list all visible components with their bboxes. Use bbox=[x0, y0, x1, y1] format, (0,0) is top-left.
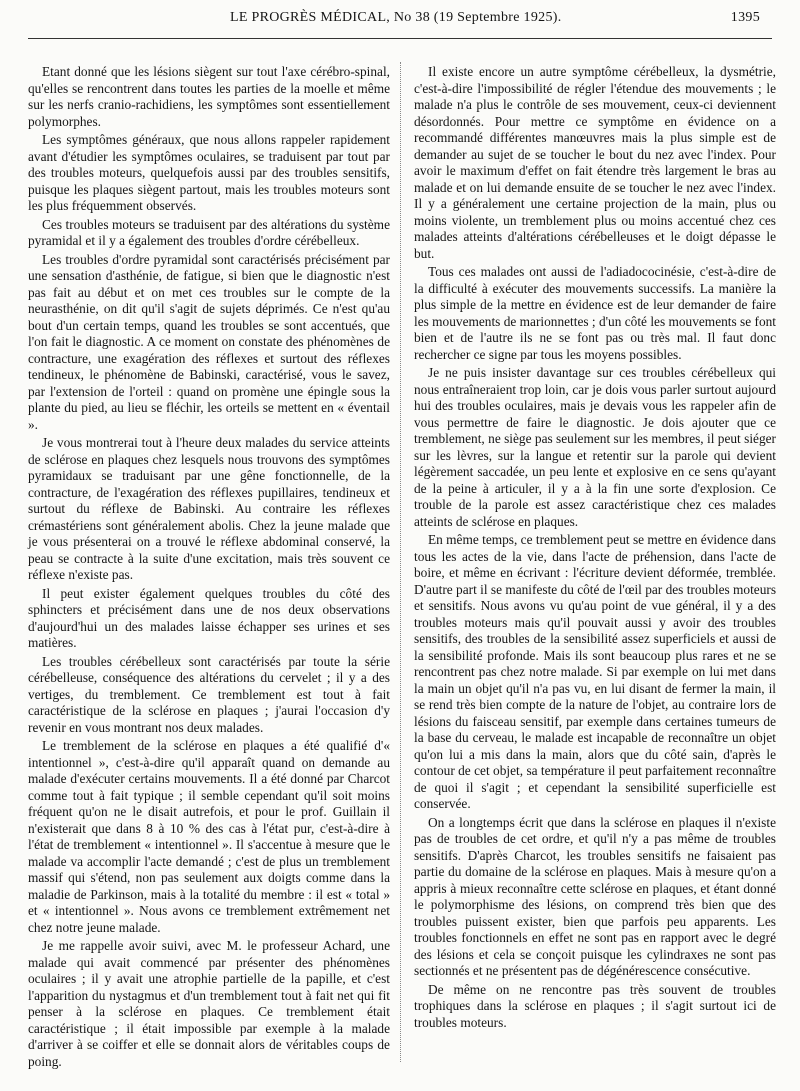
paragraph: Les troubles cérébelleux sont caractérisés par toute la série cérébelleuse, conséquence des altérations du cervelet ; il y a des vertiges, du tremblement. Ce tremblement est tout à fait caractéristique de la sclérose en plaques ; j'aurai l'occasion d'y revenir en vous montrant nos deux malades. bbox=[28, 653, 390, 735]
paragraph: En même temps, ce tremblement peut se mettre en évidence dans tous les actes de la vie, dans l'acte de préhension, dans l'acte de boire, et même en écrivant : l'écriture devient déformée, tremblée. D'autre part il se manifeste du côté de l'œil par des troubles moteurs et sensitifs. Nous avons vu qu'au point de vue général, il y a des troubles moteurs mais qu'il pouvait aussi y avoir des troubles sensitifs, des troubles de la sensibilité assez superficiels et aussi de la sensibilité profonde. Mais ils sont beaucoup plus rares et ne se rencontrent pas chez notre malade. Si par exemple on lui met dans la main un objet qu'il n'a pas vu, en lui disant de fermer la main, il se rend très bien compte de la nature de l'objet, au contraire lors de lésions du faisceau sensitif, par exemple dans certaines tumeurs de la base du cerveau, le malade est incapable de reconnaître un objet qu'on lui a mis dans la main, alors que du côté sain, d'après le contour de cet objet, sa température il peut parfaitement reconnaître de quoi il s'agit ; et cependant la sensibilité superficielle est conservée. bbox=[414, 532, 777, 811]
paragraph: Les symptômes généraux, que nous allons rappeler rapidement avant d'étudier les symptômes oculaires, se traduisent par tout par des troubles moteurs, quelquefois aussi par des troubles sensitifs, puisque les plaques siègent partout, mais les troubles moteurs sont les plus fréquemment observés. bbox=[28, 132, 390, 213]
paragraph: Tous ces malades ont aussi de l'adiadococinésie, c'est-à-dire de la difficulté à exécuter des mouvements successifs. La manière la plus simple de la mettre en évidence est de leur demander de faire les mouvements de marionnettes ; d'un côté les mouvements se font bien et de l'autre ils ne se font pas ou très mal. Il faut donc rechercher ce signe par tous les moyens possibles. bbox=[414, 264, 776, 362]
right-column bbox=[414, 64, 776, 1033]
paragraph: Ces troubles moteurs se traduisent par des altérations du système pyramidal et il y a également des troubles d'ordre cérébelleux. bbox=[28, 216, 390, 248]
paragraph: Je ne puis insister davantage sur ces troubles cérébelleux qui nous entraîneraient trop loin, car je dois vous parler surtout aujourd hui des troubles oculaires, mais je devais vous les rappeler afin de vous permettre de faire le diagnostic. Je dois ajouter que ce tremblement, ne siège pas seulement sur les membres, il peut siéger sur les lèvres, sur la langue et retentir sur la parole qui devient légèrement saccadée, un peu lente et explosive en ce sens qu'ayant de la peine à articuler, il y a à la fin une sorte d'explosion. Ce trouble de la parole est assez caractéristique chez ces malades atteints de sclérose en plaques. bbox=[414, 365, 776, 529]
paragraph: Il peut exister également quelques troubles du côté des sphincters et précisément dans une de nos deux observations d'aujourd'hui un des malades laisse échapper ses urines et ses matières. bbox=[28, 585, 390, 650]
paragraph: On a longtemps écrit que dans la sclérose en plaques il n'existe pas de troubles de cet ordre, et qu'il n'y a pas même de troubles sensitifs. D'après Charcot, les troubles sensitifs ne faisaient pas partie du domaine de la sclérose en plaques. Mais à mesure qu'on a appris à mieux reconnaître cette sclérose en plaques, et étant donné le polymorphisme des lésions, on comprend très bien que des troubles puissent exister, bien que parfois peu apparents. Les troubles fonctionnels en effet ne sont pas en rapport avec le degré des lésions et cela se conçoit puisque les cylindraxes ne sont pas sectionnés et ne présentent pas de dégénérescence consécutive. bbox=[414, 814, 776, 978]
running-title: LE PROGRÈS MÉDICAL, No 38 (19 Septembre 1925). bbox=[230, 10, 562, 25]
paragraph: Le tremblement de la sclérose en plaques a été qualifié d'« intentionnel », c'est-à-dire qu'il apparaît quand on demande au malade d'exécuter certains mouvements. Il a été donné par Charcot comme tout à fait typique ; il semble cependant qu'il soit moins fréquent qu'on ne le disait autrefois, et pour le prof. Guillain il n'existerait que dans 8 à 10 % des cas à l'état pur, c'est-à-dire à l'état de tremblement « intentionnel ». Il s'accentue à mesure que le malade va accomplir l'acte demandé ; c'est de plus un tremblement massif qui s'étend, non pas seulement aux doigts comme dans la maladie de Parkinson, mais à la totalité du membre : il est « total » et « intentionnel ». Nous avons ce tremblement extrêmement net chez notre jeune malade. bbox=[28, 738, 390, 935]
left-column bbox=[28, 64, 390, 1072]
paragraph: Je vous montrerai tout à l'heure deux malades du service atteints de sclérose en plaques chez lesquels nous trouvons des symptômes pyramidaux se traduisant par une gêne fonctionnelle, de la contracture, de l'exagération des réflexes pupillaires, tendineux et surtout du réflexe de Babinski. Au contraire les réflexes crémastériens sont généralement abolis. Chez la jeune malade que je vous présenterai on a trouvé le réflexe abdominal conservé, la peau se contracte à la suite d'une excitation, mais très souvent ce réflexe n'existe pas. bbox=[28, 435, 390, 582]
header-rule bbox=[28, 38, 772, 39]
paragraph: Etant donné que les lésions siègent sur tout l'axe cérébro-spinal, qu'elles se rencontrent dans toutes les parties de la moelle et même sur les nerfs cranio-rachidiens, les symptômes sont essentiellement polymorphes. bbox=[28, 64, 390, 129]
paragraph: De même on ne rencontre pas très souvent de troubles trophiques dans la sclérose en plaques ; il s'agit surtout ici de troubles moteurs. bbox=[414, 981, 776, 1030]
column-divider bbox=[400, 62, 401, 1062]
page-header bbox=[30, 10, 770, 38]
page-number: 1395 bbox=[730, 10, 760, 25]
paragraph: Je me rappelle avoir suivi, avec M. le professeur Achard, une malade qui avait commencé par présenter des phénomènes oculaires ; il y avait une atrophie partielle de la papille, et c'est l'apparition du nystagmus et d'un tremblement tout à fait net qui fit penser à la sclérose en plaques. Ce tremblement était caractéristique ; il était impossible par exemple à la malade d'arriver à se coiffer et elle se donnait alors de véritables coups de poing. bbox=[28, 938, 390, 1069]
paragraph: Il existe encore un autre symptôme cérébelleux, la dysmétrie, c'est-à-dire l'impossibilité de régler l'étendue des mouvements ; le malade n'a plus le contrôle de ses mouvement, ceux-ci deviennent désordonnés. Pour mettre ce symptôme en évidence on a recommandé différentes manœuvres mais la plus simple est de demander au sujet de se toucher le bout du nez avec l'index. Pour avoir le maximum d'effet on fait étendre très largement le bras au malade et on lui demande ensuite de se toucher le nez avec l'index. Il y a généralement une certaine projection de la main, plus ou moins violente, un tremblement plus ou moins accentué chez ces malades atteints d'altérations cérébelleuses et le doigt dépasse le but. bbox=[414, 64, 776, 261]
paragraph: Les troubles d'ordre pyramidal sont caractérisés précisément par une sensation d'asthénie, de fatigue, si bien que le diagnostic n'est pas fait au début et on met ces troubles sur le compte de la neurasthénie, on dit qu'il s'agit de sujets déprimés. Ce n'est qu'au bout d'un certain temps, quand les troubles se sont accentués, que l'on fait le diagnostic. A ce moment on constate des phénomènes de contracture, une exagération des réflexes et surtout des réflexes tendineux, le phénomène de Babinski, caractérisé, vous le savez, par l'extension de l'orteil : quand on promène une épingle sous la plante du pied, au lieu se fléchir, les orteils se mettent en « éventail ». bbox=[28, 251, 390, 432]
